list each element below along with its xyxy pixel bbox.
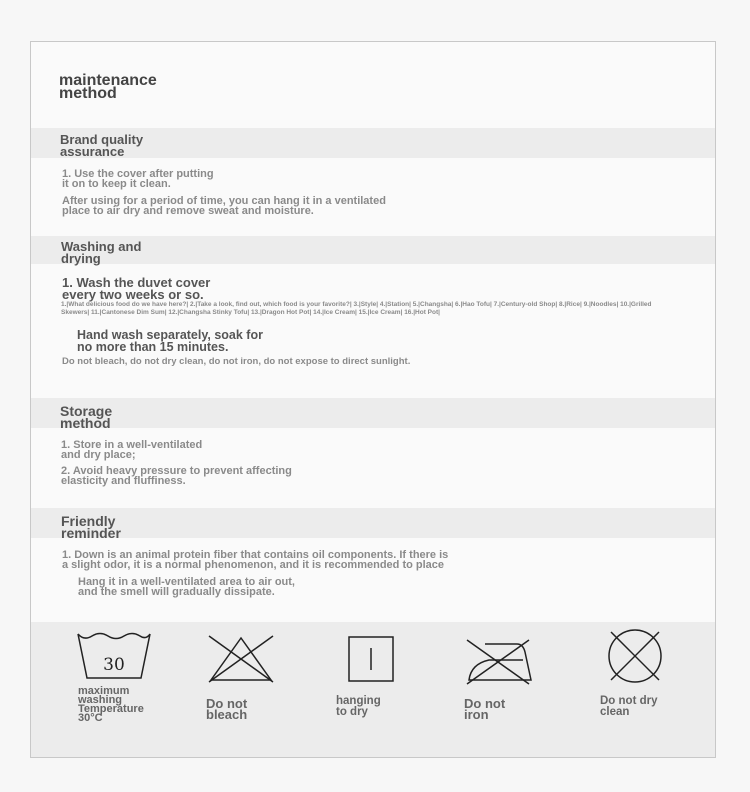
storage-line-2: 2. Avoid heavy pressure to prevent affecting elasticity and fluffiness.: [61, 465, 292, 487]
label-max-wash: maximum washing Temperature 30°C: [78, 685, 144, 724]
crossed-circle-icon: [605, 626, 665, 686]
section-band-reminder: [31, 508, 715, 541]
page-title: maintenance method: [59, 72, 157, 102]
hang-dry-icon: [346, 634, 396, 684]
label-do-not-iron: Do not iron: [464, 696, 506, 722]
brand-line-2: After using for a period of time, you can hang it in a ventilated place to air dry and remove sweat and moisture.: [62, 195, 386, 217]
washing-line-4: Do not bleach, do not dry clean, do not iron, do not expose to direct sunlight.: [62, 356, 411, 367]
heading-washing: Washing and drying: [61, 239, 142, 266]
storage-line-1: 1. Store in a well-ventilated and dry place;: [61, 439, 203, 461]
washing-line-1: 1. Wash the duvet cover every two weeks or so.: [62, 275, 211, 302]
heading-reminder: Friendly reminder: [61, 513, 121, 541]
heading-storage: Storage method: [60, 403, 113, 431]
label-hang-dry: hanging to dry: [336, 695, 381, 718]
reminder-line-1: 1. Down is an animal protein fiber that contains oil components. If there is a slight odor, it is a normal phenomenon, and it is recommended to place: [62, 549, 449, 571]
label-do-not-dry-clean: Do not dry clean: [600, 695, 658, 718]
wash-temperature-number: 30: [103, 655, 125, 675]
crossed-iron-icon: [463, 634, 535, 686]
washing-line-3: Hand wash separately, soak for no more than 15 minutes.: [77, 328, 263, 354]
label-do-not-bleach: Do not bleach: [206, 696, 248, 722]
washing-food-list: 1.|What delicious food do we have here?| 2.|Take a look, find out, which food is your favorite?| 3.|Style| 4.|Station| 5.|Changsha| 6.|Hao Tofu| 7.|Century-old Shop| 8.|Rice| 9.|Noodles| 10.|Grilled Skewers| 11.|Cantonese Dim Sum| 12.|Changsha Stinky Tofu| 13.|Dragon Hot Pot| 14.|Ice Cream| 15.|Ice Cream| 16.|Hot Pot|: [61, 301, 652, 316]
wash-tub-30-icon: [74, 630, 154, 688]
heading-brand-quality: Brand quality assurance: [60, 132, 144, 159]
reminder-line-2: Hang it in a well-ventilated area to air out, and the smell will gradually dissipate.: [78, 576, 295, 598]
section-band-storage: [31, 398, 715, 431]
brand-line-1: 1. Use the cover after putting it on to keep it clean.: [62, 168, 214, 190]
crossed-triangle-icon: [205, 632, 277, 684]
